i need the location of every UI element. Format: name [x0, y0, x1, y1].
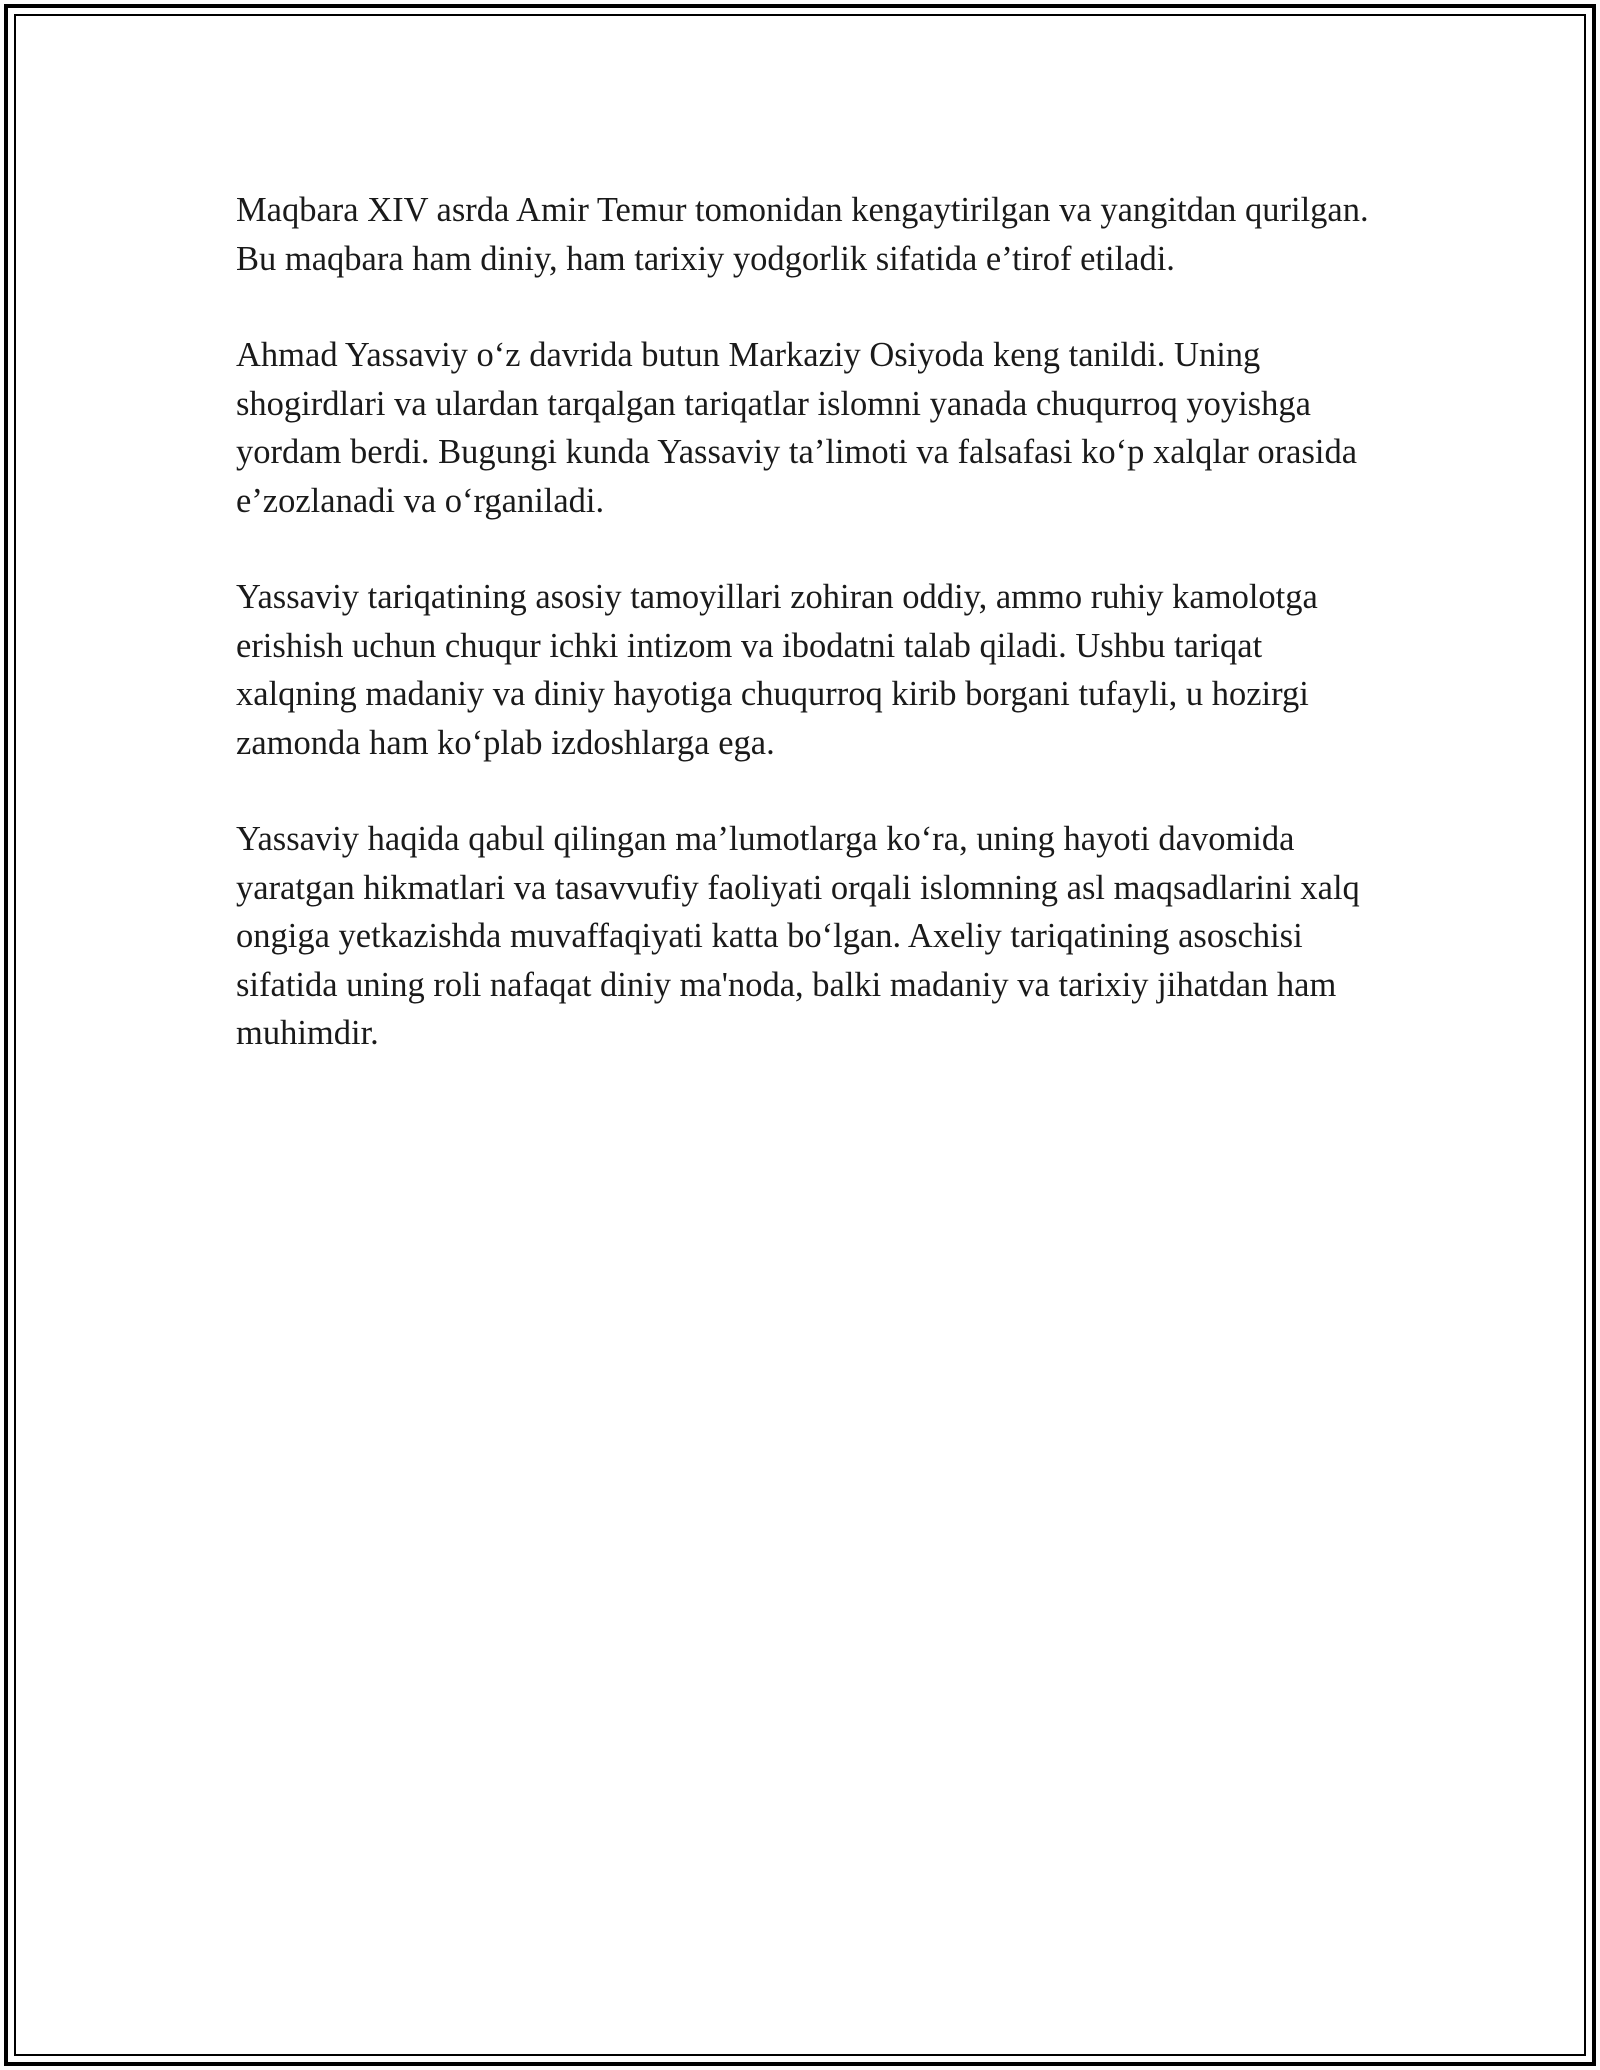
document-body: [236, 186, 1386, 1106]
paragraph-3: Yassaviy tariqatining asosiy tamoyillari zohiran oddiy, ammo ruhiy kamolotga erishish uchun chuqur ichki intizom va ibodatni talab qiladi. Ushbu tariqat xalqning madaniy va diniy hayotiga chuqurroq kirib borgani tufayli, u hozirgi zamonda ham ko‘plab izdoshlarga ega.: [236, 578, 1318, 762]
paragraph-2: Ahmad Yassaviy o‘z davrida butun Markaziy Osiyoda keng tanildi. Uning shogirdlari va ulardan tarqalgan tariqatlar islomni yanada chuqurroq yoyishga yordam berdi. Bugungi kunda Yassaviy ta’limoti va falsafasi ko‘p xalqlar orasida e’zozlanadi va o‘rganiladi.: [236, 336, 1358, 520]
paragraph-4: Yassaviy haqida qabul qilingan ma’lumotlarga ko‘ra, uning hayoti davomida yaratgan hikmatlari va tasavvufiy faoliyati orqali islomning asl maqsadlarini xalq ongiga yetkazishda muvaffaqiyati katta bo‘lgan. Axeliy tariqatining asoschisi sifatida uning roli nafaqat diniy ma'noda, balki madaniy va tarixiy jihatdan ham muhimdir.: [236, 820, 1360, 1052]
paragraph-1: Maqbara XIV asrda Amir Temur tomonidan kengaytirilgan va yangitdan qurilgan. Bu maqbara ham diniy, ham tarixiy yodgorlik sifatida e’tirof etiladi.: [236, 191, 1369, 278]
